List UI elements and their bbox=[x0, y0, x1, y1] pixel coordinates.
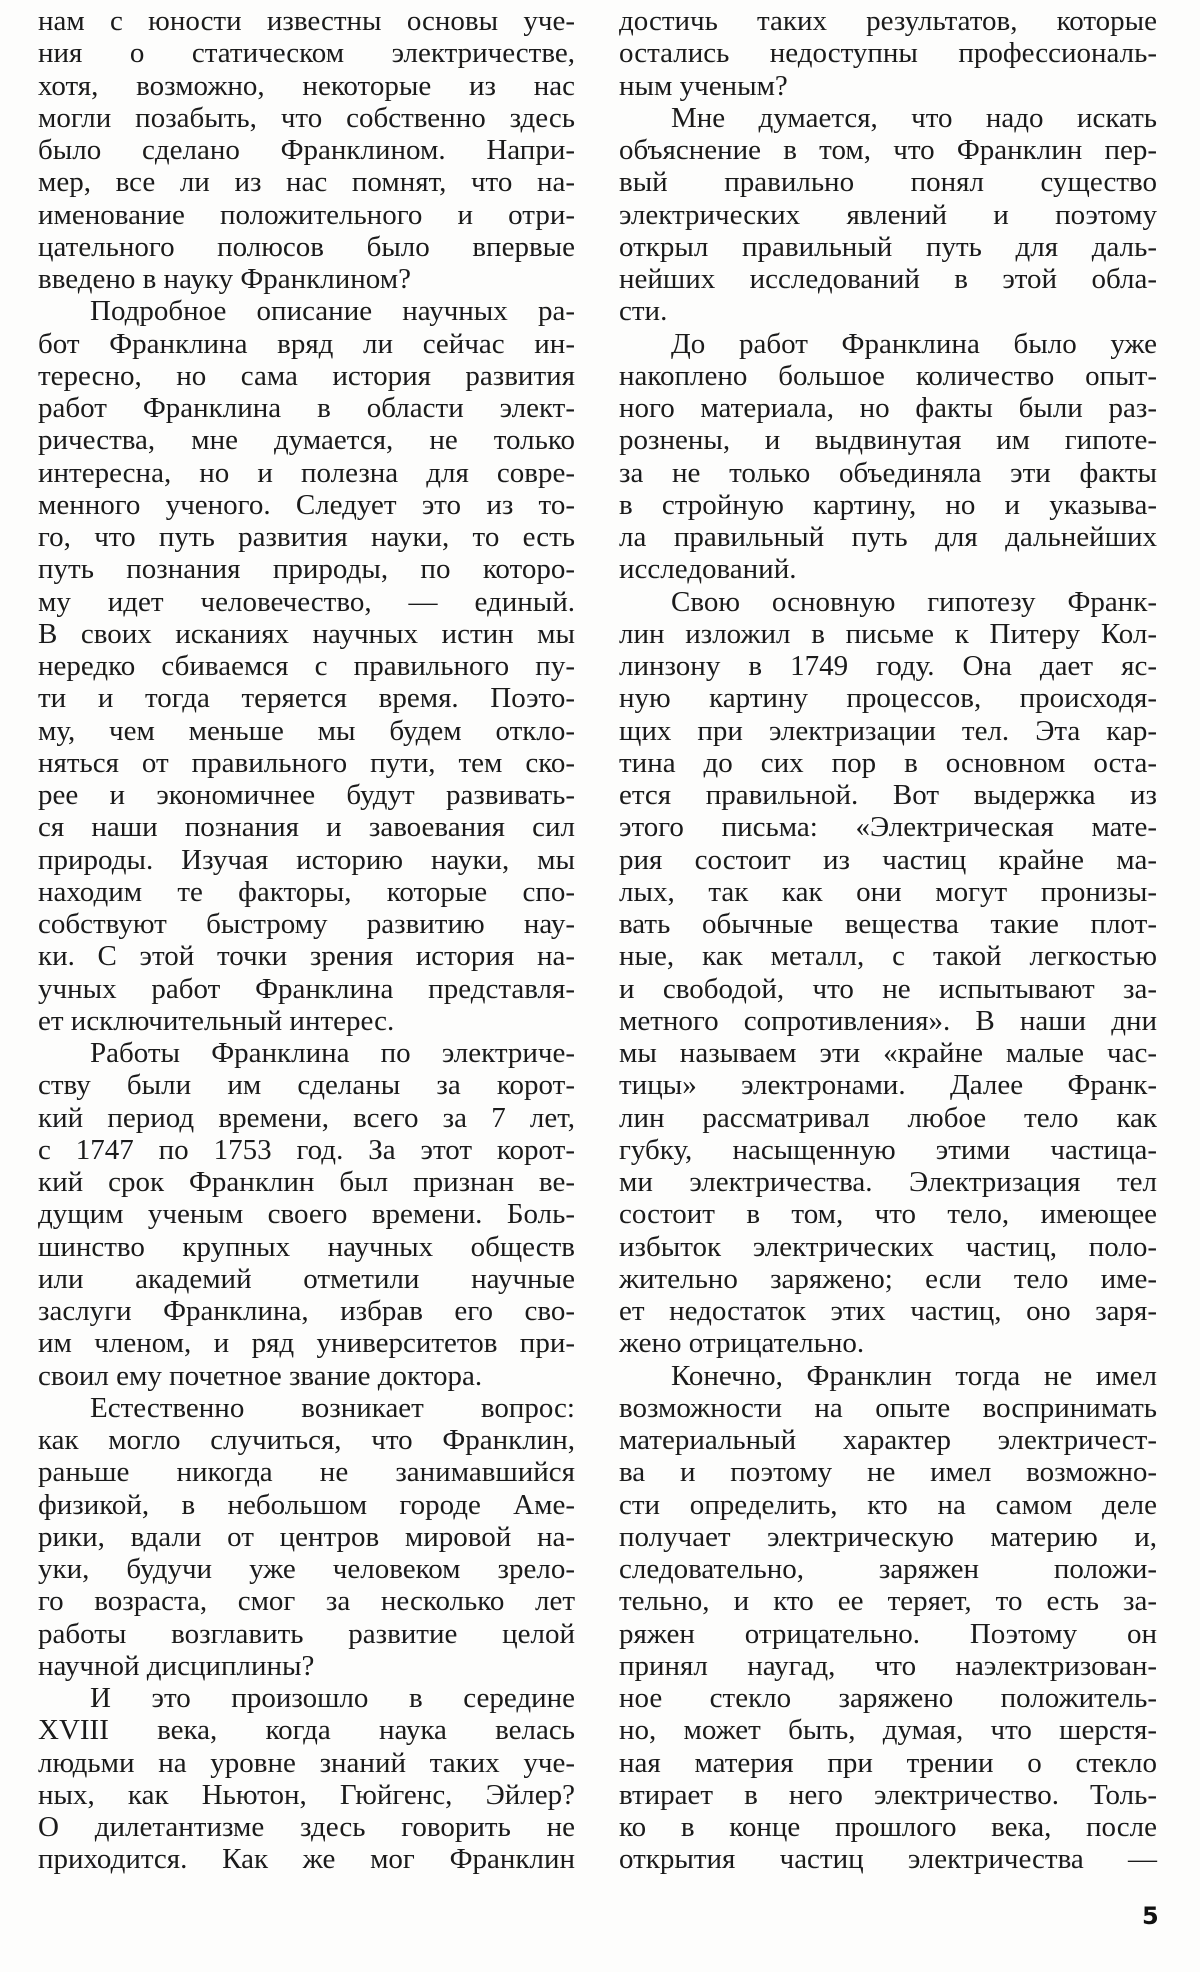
text-line: В своих исканиях научных истин мы bbox=[38, 617, 575, 650]
text-line: вый правильно понял существо bbox=[619, 166, 1157, 199]
text-line: Свою основную гипотезу Франк- bbox=[671, 585, 1157, 618]
paragraph bbox=[38, 295, 575, 1037]
text-line: втирает в него электричество. Толь- bbox=[619, 1778, 1157, 1811]
text-line: исследований. bbox=[619, 553, 797, 586]
text-line: за не только объединяла эти факты bbox=[619, 456, 1157, 489]
text-line: уки, будучи уже человеком зрело- bbox=[38, 1553, 575, 1585]
text-line: Работы Франклина по электриче- bbox=[90, 1037, 575, 1069]
text-line: ных, как Ньютон, Гюйгенс, Эйлер? bbox=[38, 1778, 575, 1811]
text-line: было сделано Франклином. Напри- bbox=[38, 134, 575, 166]
text-line: принял наугад, что наэлектризован- bbox=[619, 1649, 1157, 1682]
text-line: достичь таких результатов, которые bbox=[619, 5, 1157, 37]
text-line: могли позабыть, что собственно здесь bbox=[38, 101, 575, 134]
paragraph bbox=[38, 5, 575, 295]
text-line: с 1747 по 1753 год. За этот корот- bbox=[38, 1133, 575, 1166]
text-line: введено в науку Франклином? bbox=[38, 263, 411, 295]
text-line: му идет человечество, — единый. bbox=[38, 585, 575, 618]
text-line: учных работ Франклина представля- bbox=[38, 972, 575, 1005]
text-line: ва и поэтому не имел возможно- bbox=[619, 1456, 1157, 1489]
text-line: приходится. Как же мог Франклин bbox=[38, 1843, 575, 1876]
text-line: в стройную картину, но и указыва- bbox=[619, 488, 1157, 521]
text-line: ным ученым? bbox=[619, 69, 788, 102]
text-line: И это произошло в середине bbox=[90, 1682, 575, 1714]
text-line: ные, как металл, с такой легкостью bbox=[619, 940, 1157, 973]
text-line: как могло случиться, что Франклин, bbox=[38, 1424, 575, 1456]
text-line: им членом, и ряд университетов при- bbox=[38, 1327, 575, 1360]
text-line: тицы» электронами. Далее Франк- bbox=[619, 1069, 1157, 1102]
text-line: ет недостаток этих частиц, оно заря- bbox=[619, 1295, 1157, 1327]
text-line: Подробное описание научных ра- bbox=[90, 295, 575, 328]
text-line: ряжен отрицательно. Поэтому он bbox=[619, 1617, 1157, 1650]
text-line: нейших исследований в этой обла- bbox=[619, 263, 1157, 295]
text-line: заслуги Франклина, избрав его сво- bbox=[38, 1295, 575, 1327]
text-line: ми электричества. Электризация тел bbox=[619, 1166, 1157, 1198]
text-line: Мне думается, что надо искать bbox=[671, 101, 1157, 134]
text-line: ричества, мне думается, не только bbox=[38, 424, 575, 457]
text-line: избыток электрических частиц, поло- bbox=[619, 1230, 1157, 1263]
text-line: XVIII века, когда наука велась bbox=[38, 1714, 575, 1747]
text-line: ное стекло заряжено положитель- bbox=[619, 1682, 1157, 1714]
paragraph bbox=[619, 5, 1157, 102]
text-line: работ Франклина в области элект- bbox=[38, 392, 575, 424]
text-line: Естественно возникает вопрос: bbox=[90, 1391, 575, 1424]
paragraph bbox=[619, 102, 1157, 328]
text-line: тересно, но сама история развития bbox=[38, 359, 575, 392]
text-line: ла правильный путь для дальнейших bbox=[619, 521, 1157, 553]
text-line: метного сопротивления». В наши дни bbox=[619, 1004, 1157, 1037]
text-line: остались недоступны профессиональ- bbox=[619, 37, 1157, 70]
text-line: щих при электризации тел. Эта кар- bbox=[619, 714, 1157, 747]
text-line: ная материя при трении о стекло bbox=[619, 1746, 1157, 1779]
text-line: своил ему почетное звание доктора. bbox=[38, 1359, 483, 1392]
text-line: работы возглавить развитие целой bbox=[38, 1617, 575, 1650]
text-column-right bbox=[619, 5, 1157, 1876]
text-line: ки. С этой точки зрения история на- bbox=[38, 940, 575, 973]
text-line: рознены, и выдвинутая им гипоте- bbox=[619, 424, 1157, 457]
text-line: тельно, и кто ее теряет, то есть за- bbox=[619, 1585, 1157, 1618]
text-line: людьми на уровне знаний таких уче- bbox=[38, 1746, 575, 1779]
text-line: менного ученого. Следует это из то- bbox=[38, 488, 575, 521]
text-line: ти и тогда теряется время. Поэто- bbox=[38, 682, 575, 715]
paragraph bbox=[38, 1392, 575, 1682]
text-line: бот Франклина вряд ли сейчас ин- bbox=[38, 327, 575, 360]
text-line: лин изложил в письме к Питеру Кол- bbox=[619, 617, 1157, 650]
text-line: или академий отметили научные bbox=[38, 1262, 575, 1295]
text-line: объяснение в том, что Франклин пер- bbox=[619, 134, 1157, 166]
paragraph bbox=[38, 1037, 575, 1392]
text-line: рия состоит из частиц крайне ма- bbox=[619, 843, 1157, 876]
text-line: кий срок Франклин был признан ве- bbox=[38, 1166, 575, 1198]
text-line: возможности на опыте воспринимать bbox=[619, 1391, 1157, 1424]
text-line: собствуют быстрому развитию нау- bbox=[38, 908, 575, 940]
text-line: хотя, возможно, некоторые из нас bbox=[38, 69, 575, 102]
text-line: ко в конце прошлого века, после bbox=[619, 1811, 1157, 1843]
text-line: электрических явлений и поэтому bbox=[619, 198, 1157, 231]
paragraph bbox=[619, 1360, 1157, 1876]
text-line: и свободой, что не испытывают за- bbox=[619, 972, 1157, 1005]
text-line: этого письма: «Электрическая мате- bbox=[619, 811, 1157, 844]
text-line: находим те факторы, которые спо- bbox=[38, 875, 575, 908]
text-line: ную картину процессов, происходя- bbox=[619, 682, 1157, 715]
text-line: ству были им сделаны за корот- bbox=[38, 1069, 575, 1102]
text-line: научной дисциплины? bbox=[38, 1649, 315, 1682]
text-line: цательного полюсов было впервые bbox=[38, 230, 575, 263]
text-line: лых, так как они могут пронизы- bbox=[619, 875, 1157, 908]
text-line: мер, все ли из нас помнят, что на- bbox=[38, 166, 575, 199]
text-line: рее и экономичнее будут развивать- bbox=[38, 779, 575, 811]
text-line: О дилетантизме здесь говорить не bbox=[38, 1811, 575, 1843]
text-line: жительно заряжено; если тело име- bbox=[619, 1262, 1157, 1295]
text-line: няться от правильного пути, тем ско- bbox=[38, 746, 575, 779]
text-line: путь познания природы, по которо- bbox=[38, 553, 575, 586]
text-line: рики, вдали от центров мировой на- bbox=[38, 1520, 575, 1553]
text-column-left bbox=[38, 5, 575, 1876]
paragraph bbox=[619, 328, 1157, 586]
text-line: кий период времени, всего за 7 лет, bbox=[38, 1101, 575, 1134]
text-line: ет исключительный интерес. bbox=[38, 1004, 395, 1037]
text-line: ния о статическом электричестве, bbox=[38, 37, 575, 70]
text-line: но, может быть, думая, что шерстя- bbox=[619, 1714, 1157, 1747]
text-line: состоит в том, что тело, имеющее bbox=[619, 1198, 1157, 1231]
text-line: ного материала, но факты были раз- bbox=[619, 392, 1157, 424]
page-number: 5 bbox=[1142, 1902, 1159, 1930]
text-line: открытия частиц электричества — bbox=[619, 1843, 1157, 1876]
paragraph bbox=[38, 1682, 575, 1876]
text-line: лин рассматривал любое тело как bbox=[619, 1101, 1157, 1134]
text-line: мы называем эти «крайне малые час- bbox=[619, 1037, 1157, 1069]
text-line: материальный характер электричест- bbox=[619, 1424, 1157, 1456]
text-line: получает электрическую материю и, bbox=[619, 1520, 1157, 1553]
text-line: линзону в 1749 году. Она дает яс- bbox=[619, 650, 1157, 682]
text-line: вать обычные вещества такие плот- bbox=[619, 908, 1157, 940]
text-line: тина до сих пор в основном оста- bbox=[619, 746, 1157, 779]
text-line: следовательно, заряжен положи- bbox=[619, 1553, 1157, 1585]
text-line: го, что путь развития науки, то есть bbox=[38, 521, 575, 553]
text-line: нередко сбиваемся с правильного пу- bbox=[38, 650, 575, 682]
text-line: сти определить, кто на самом деле bbox=[619, 1488, 1157, 1521]
text-line: раньше никогда не занимавшийся bbox=[38, 1456, 575, 1489]
text-line: ся наши познания и завоевания сил bbox=[38, 811, 575, 844]
text-line: му, чем меньше мы будем откло- bbox=[38, 714, 575, 747]
text-line: ется правильной. Вот выдержка из bbox=[619, 779, 1157, 811]
text-line: нам с юности известны основы уче- bbox=[38, 5, 575, 37]
paragraph bbox=[619, 586, 1157, 1360]
text-line: дущим ученым своего времени. Боль- bbox=[38, 1198, 575, 1231]
text-line: жено отрицательно. bbox=[619, 1327, 865, 1360]
text-line: природы. Изучая историю науки, мы bbox=[38, 843, 575, 876]
text-line: До работ Франклина было уже bbox=[671, 327, 1157, 360]
text-line: накоплено большое количество опыт- bbox=[619, 359, 1157, 392]
text-line: шинство крупных научных обществ bbox=[38, 1230, 575, 1263]
text-line: интересна, но и полезна для совре- bbox=[38, 456, 575, 489]
text-line: открыл правильный путь для даль- bbox=[619, 230, 1157, 263]
text-line: губку, насыщенную этими частица- bbox=[619, 1133, 1157, 1166]
text-line: именование положительного и отри- bbox=[38, 198, 575, 231]
text-line: физикой, в небольшом городе Аме- bbox=[38, 1488, 575, 1521]
text-line: сти. bbox=[619, 295, 668, 328]
text-line: Конечно, Франклин тогда не имел bbox=[671, 1359, 1157, 1392]
text-line: го возраста, смог за несколько лет bbox=[38, 1585, 575, 1618]
